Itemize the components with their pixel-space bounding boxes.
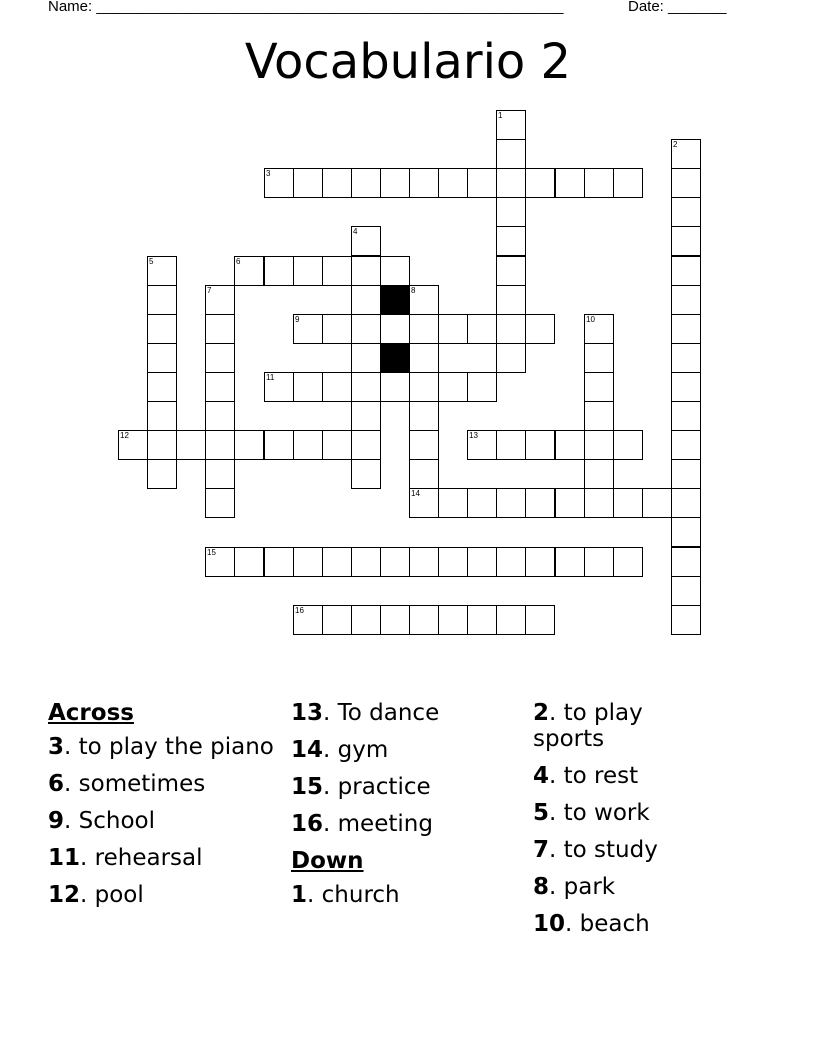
grid-cell[interactable] [671,517,701,547]
grid-cell[interactable] [496,256,526,286]
grid-cell[interactable] [380,256,410,286]
clue-across-15: 15. practice [291,774,431,800]
grid-cell[interactable] [205,285,235,315]
clue-text: to play sports [533,700,643,752]
clue-down-7: 7. to study [533,837,658,863]
grid-cell[interactable] [351,430,381,460]
grid-cell[interactable] [438,547,468,577]
grid-cell[interactable] [584,168,614,198]
grid-cell[interactable] [147,430,177,460]
grid-cell[interactable] [555,547,585,577]
grid-cell[interactable] [525,430,555,460]
clue-number-label: 13 [469,431,478,440]
clue-text: meeting [337,811,433,837]
clue-number-label: 5 [149,257,154,266]
black-square [380,285,410,315]
grid-cell[interactable] [293,605,323,635]
grid-cell[interactable] [584,343,614,373]
clue-number: 15 [291,774,324,800]
grid-cell[interactable] [409,547,439,577]
clue-across-14: 14. gym [291,737,389,763]
grid-cell[interactable] [409,459,439,489]
grid-cell[interactable] [205,314,235,344]
grid-cell[interactable] [671,197,701,227]
clue-number-label: 14 [411,489,420,498]
clue-number-label: 15 [207,548,216,557]
clue-number-label: 8 [411,286,416,295]
down-heading: Down [291,848,364,874]
grid-cell[interactable] [322,372,352,402]
clue-number: 13 [291,700,324,726]
grid-cell[interactable] [438,314,468,344]
grid-cell[interactable] [467,168,497,198]
grid-cell[interactable] [293,314,323,344]
grid-cell[interactable] [351,314,381,344]
clue-down-1: 1. church [291,882,400,908]
grid-cell[interactable] [496,605,526,635]
clue-text: to work [563,800,650,826]
grid-cell[interactable] [409,488,439,518]
grid-cell[interactable] [467,372,497,402]
name-field[interactable]: Name: ________________________________________________________ [48,0,564,15]
clue-text: rehearsal [94,845,203,871]
clue-number: 3 [48,734,65,760]
clue-across-6: 6. sometimes [48,771,206,797]
clue-down-2: 2. to play sports [533,700,643,752]
grid-cell[interactable] [322,256,352,286]
clue-across-13: 13. To dance [291,700,440,726]
clue-number: 16 [291,811,324,837]
clue-column-3 [533,700,713,948]
clue-number-label: 10 [586,315,595,324]
grid-cell[interactable] [671,343,701,373]
clue-number: 10 [533,911,566,937]
clue-text: sometimes [78,771,206,797]
clue-text: church [321,882,400,908]
grid-cell[interactable] [147,372,177,402]
grid-cell[interactable] [555,430,585,460]
clue-number-label: 1 [498,111,503,120]
grid-cell[interactable] [496,488,526,518]
grid-cell[interactable] [351,547,381,577]
grid-cell[interactable] [380,605,410,635]
grid-cell[interactable] [322,314,352,344]
clue-number: 7 [533,837,550,863]
grid-cell[interactable] [234,430,264,460]
grid-cell[interactable] [438,168,468,198]
grid-cell[interactable] [467,314,497,344]
grid-cell[interactable] [496,314,526,344]
clue-text: School [78,808,155,834]
clue-number-label: 7 [207,286,212,295]
grid-cell[interactable] [584,459,614,489]
grid-cell[interactable] [525,168,555,198]
grid-cell[interactable] [322,430,352,460]
clue-text: to play the piano [78,734,274,760]
grid-cell[interactable] [584,488,614,518]
grid-cell[interactable] [409,285,439,315]
grid-cell[interactable] [205,401,235,431]
clue-number: 6 [48,771,65,797]
grid-cell[interactable] [496,547,526,577]
grid-cell[interactable] [176,430,206,460]
date-field[interactable]: Date: _______ [628,0,727,15]
grid-cell[interactable] [409,343,439,373]
grid-cell[interactable] [671,168,701,198]
clue-number-label: 9 [295,315,300,324]
clue-down-5: 5. to work [533,800,650,826]
grid-cell[interactable] [205,372,235,402]
grid-cell[interactable] [671,256,701,286]
grid-cell[interactable] [205,488,235,518]
clue-text: park [563,874,616,900]
clue-number: 11 [48,845,81,871]
grid-cell[interactable] [409,605,439,635]
grid-cell[interactable] [264,168,294,198]
grid-cell[interactable] [322,547,352,577]
grid-cell[interactable] [293,256,323,286]
grid-cell[interactable] [264,430,294,460]
clue-down-8: 8. park [533,874,616,900]
clue-down-10: 10. beach [533,911,650,937]
grid-cell[interactable] [147,401,177,431]
clue-column-2 [291,700,521,919]
grid-cell[interactable] [264,256,294,286]
grid-cell[interactable] [380,372,410,402]
black-square [380,343,410,373]
grid-cell[interactable] [496,343,526,373]
across-heading: Across [48,700,134,726]
clue-across-16: 16. meeting [291,811,433,837]
grid-cell[interactable] [671,576,701,606]
clue-number-label: 12 [120,431,129,440]
clue-text: practice [337,774,431,800]
grid-cell[interactable] [467,547,497,577]
grid-cell[interactable] [613,488,643,518]
grid-cell[interactable] [438,488,468,518]
grid-cell[interactable] [671,285,701,315]
grid-cell[interactable] [467,430,497,460]
grid-cell[interactable] [118,430,148,460]
clue-text: To dance [337,700,440,726]
clue-number-label: 2 [673,140,678,149]
grid-cell[interactable] [671,372,701,402]
grid-cell[interactable] [467,488,497,518]
clue-number-label: 6 [236,257,241,266]
grid-cell[interactable] [671,547,701,577]
grid-cell[interactable] [671,488,701,518]
clue-number: 14 [291,737,324,763]
clue-number: 4 [533,763,550,789]
grid-cell[interactable] [380,168,410,198]
grid-cell[interactable] [147,314,177,344]
grid-cell[interactable] [525,488,555,518]
grid-cell[interactable] [555,488,585,518]
clue-column-1 [48,700,278,919]
grid-cell[interactable] [147,285,177,315]
grid-cell[interactable] [351,226,381,256]
grid-cell[interactable] [467,605,497,635]
clue-number: 8 [533,874,550,900]
clue-number-label: 3 [266,169,271,178]
clue-text: gym [337,737,389,763]
clue-down-4: 4. to rest [533,763,639,789]
grid-cell[interactable] [671,459,701,489]
clue-across-12: 12. pool [48,882,144,908]
grid-cell[interactable] [584,314,614,344]
grid-cell[interactable] [671,401,701,431]
clue-text: beach [579,911,650,937]
grid-cell[interactable] [409,430,439,460]
grid-cell[interactable] [496,197,526,227]
clue-number-label: 11 [266,373,275,382]
grid-cell[interactable] [613,168,643,198]
clue-text: pool [94,882,144,908]
grid-cell[interactable] [671,314,701,344]
grid-cell[interactable] [147,256,177,286]
grid-cell[interactable] [409,401,439,431]
grid-cell[interactable] [322,168,352,198]
grid-cell[interactable] [205,459,235,489]
grid-cell[interactable] [409,314,439,344]
grid-cell[interactable] [351,343,381,373]
grid-cell[interactable] [584,430,614,460]
grid-cell[interactable] [496,168,526,198]
grid-cell[interactable] [409,372,439,402]
grid-cell[interactable] [438,372,468,402]
grid-cell[interactable] [351,168,381,198]
clue-number-label: 4 [353,227,358,236]
clue-number: 2 [533,700,550,726]
clue-text: to rest [563,763,639,789]
grid-cell[interactable] [642,488,672,518]
clue-across-3: 3. to play the piano [48,734,274,760]
clue-number: 5 [533,800,550,826]
grid-cell[interactable] [380,547,410,577]
grid-cell[interactable] [293,372,323,402]
clue-number-label: 16 [295,606,304,615]
clue-number: 1 [291,882,308,908]
grid-cell[interactable] [496,430,526,460]
clue-number: 12 [48,882,81,908]
grid-cell[interactable] [525,314,555,344]
grid-cell[interactable] [293,547,323,577]
grid-cell[interactable] [584,547,614,577]
grid-cell[interactable] [409,168,439,198]
grid-cell[interactable] [234,256,264,286]
grid-cell[interactable] [496,110,526,140]
grid-cell[interactable] [525,605,555,635]
grid-cell[interactable] [147,459,177,489]
grid-cell[interactable] [584,372,614,402]
clue-text: to study [563,837,658,863]
clue-number: 9 [48,808,65,834]
grid-cell[interactable] [205,547,235,577]
grid-cell[interactable] [496,226,526,256]
grid-cell[interactable] [671,605,701,635]
grid-cell[interactable] [380,314,410,344]
grid-cell[interactable] [351,285,381,315]
page-title: Vocabulario 2 [244,34,572,90]
grid-cell[interactable] [671,226,701,256]
grid-cell[interactable] [671,139,701,169]
grid-cell[interactable] [555,168,585,198]
grid-cell[interactable] [351,605,381,635]
grid-cell[interactable] [351,401,381,431]
grid-cell[interactable] [584,401,614,431]
grid-cell[interactable] [351,256,381,286]
grid-cell[interactable] [205,343,235,373]
grid-cell[interactable] [293,168,323,198]
grid-cell[interactable] [351,459,381,489]
grid-cell[interactable] [234,547,264,577]
grid-cell[interactable] [671,430,701,460]
grid-cell[interactable] [205,430,235,460]
clue-across-11: 11. rehearsal [48,845,203,871]
grid-cell[interactable] [525,547,555,577]
grid-cell[interactable] [496,285,526,315]
grid-cell[interactable] [293,430,323,460]
grid-cell[interactable] [264,547,294,577]
grid-cell[interactable] [264,372,294,402]
grid-cell[interactable] [351,372,381,402]
grid-cell[interactable] [147,343,177,373]
grid-cell[interactable] [613,547,643,577]
grid-cell[interactable] [613,430,643,460]
clue-across-9: 9. School [48,808,155,834]
grid-cell[interactable] [496,139,526,169]
grid-cell[interactable] [438,605,468,635]
grid-cell[interactable] [322,605,352,635]
